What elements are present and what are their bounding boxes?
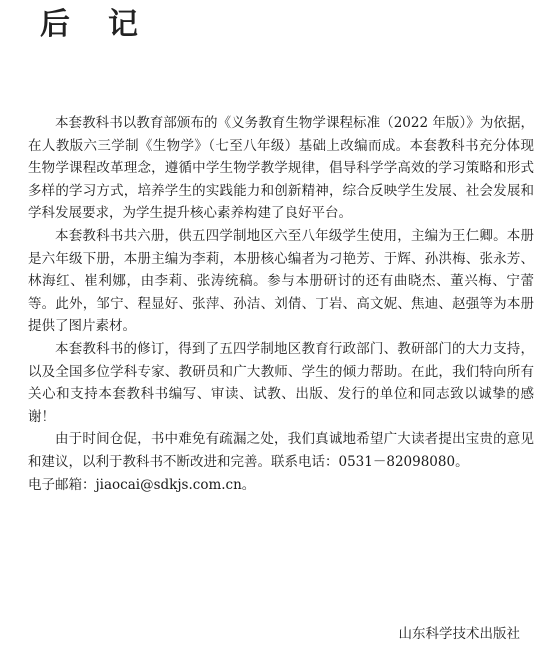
paragraph-acknowledgements: 本套教科书的修订，得到了五四学制地区教育行政部门、教研部门的大力支持，以及全国多位学科专家、教研员和广大教师、学生的倾力帮助。在此，我们特向所有关心和支持本套教科书编写、审读、试教、出版、发行的单位和同志致以诚挚的感谢！: [28, 340, 534, 425]
paragraph-editors: 本套教科书共六册，供五四学制地区六至八年级学生使用，主编为王仁卿。本册是六年级下册，本册主编为李莉，本册核心编者为刁艳芳、于辉、孙洪梅、张永芳、林海红、崔利娜，由李莉、张涛统稿。参与本册研讨的还有曲晓杰、董兴梅、宁蕾等。此外，邹宁、程显好、张萍、孙洁、刘倩、丁岩、高文妮、焦迪、赵强等为本册提供了图片素材。: [28, 227, 534, 335]
page-title: 后记: [40, 7, 176, 42]
paragraph-feedback: 由于时间仓促，书中难免有疏漏之处，我们真诚地希望广大读者提出宝贵的意见和建议，以利于教科书不断改进和完善。联系电话：0531－82098080。: [28, 431, 534, 470]
publisher-name: 山东科学技术出版社: [398, 626, 520, 642]
paragraph-curriculum-basis: 本套教科书以教育部颁布的《义务教育生物学课程标准（2022 年版）》为依据，在人教版六三学制《生物学》（七至八年级）基础上改编而成。本套教科书充分体现生物学课程改革理念，遵循中学生物学教学规律，倡导科学学高效的学习策略和形式多样的学习方式，培养学生的实践能力和创新精神，综合反映学生发展、社会发展和学科发展要求，为学生提升核心素养构建了良好平台。: [28, 115, 534, 222]
afterword-body: [28, 112, 534, 496]
contact-email: 电子邮箱：jiaocai@sdkjs.com.cn。: [28, 476, 256, 493]
